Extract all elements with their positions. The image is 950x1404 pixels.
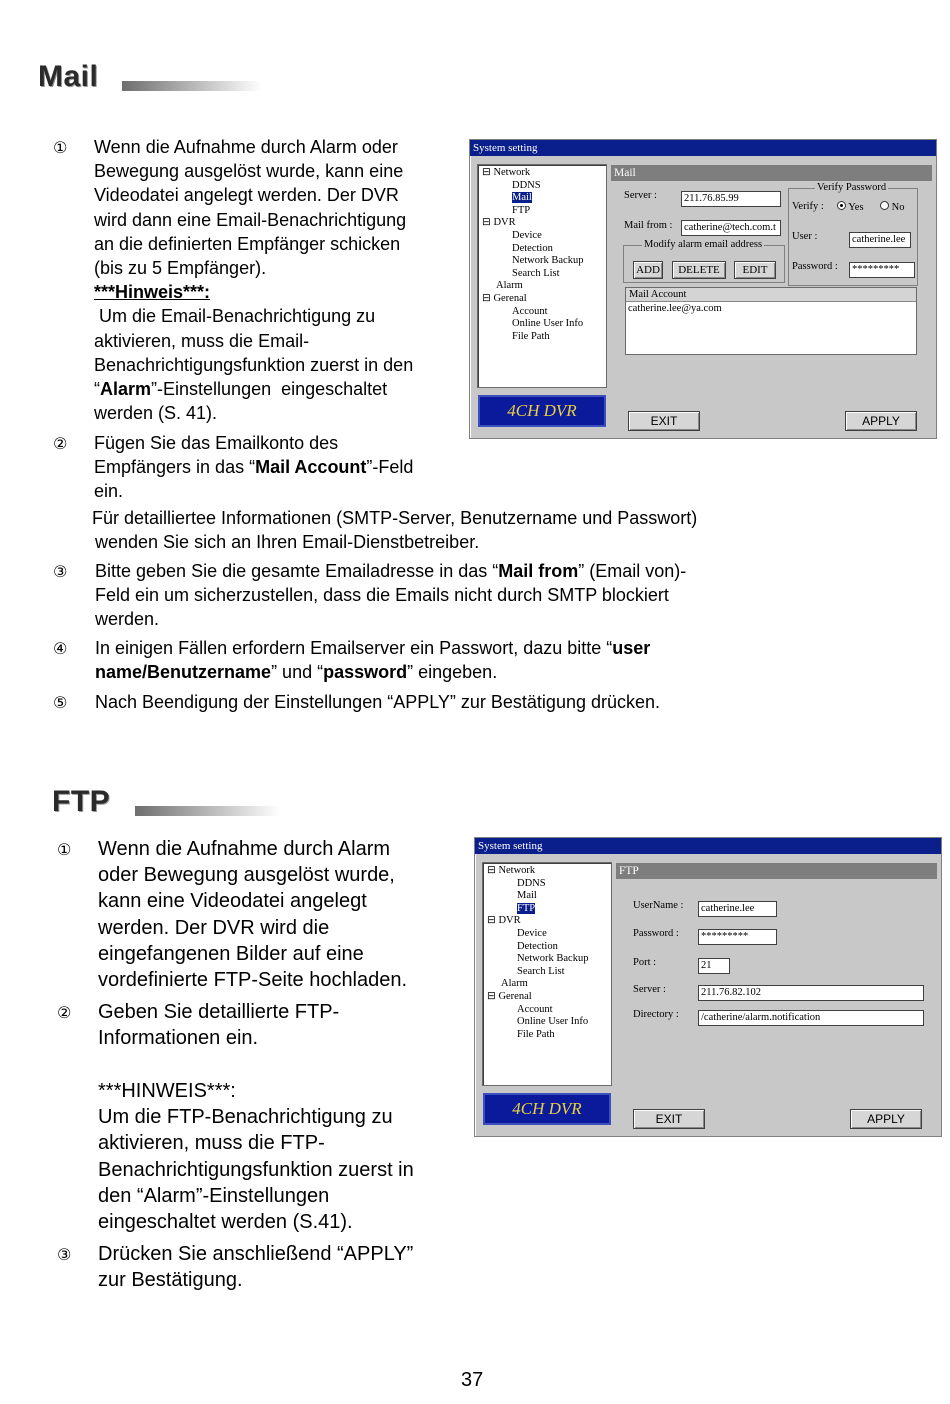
mail-account-entry[interactable]: catherine.lee@ya.com [628, 303, 722, 314]
mail-item-4-text: In einigen Fällen erfordern Emailserver ein Passwort, dazu bitte “ [95, 638, 613, 658]
ftp-marker-3: ③ [57, 1245, 72, 1264]
window-title: System setting [475, 838, 941, 854]
ftp-note-line: Benachrichtigungsfunktion zuerst in [98, 1158, 414, 1181]
quote-mark: “ [94, 379, 100, 400]
ftp-note-label: ***HINWEIS***: [98, 1080, 236, 1102]
mail-item-3-line: Feld ein um sicherzustellen, dass die Emails nicht durch SMTP blockiert [95, 585, 669, 606]
exit-button[interactable]: EXIT [628, 411, 700, 431]
ftp-item-2-line: Geben Sie detaillierte FTP- [98, 1001, 340, 1023]
ftp-note-line: den “Alarm”-Einstellungen [98, 1184, 330, 1207]
ftp-item-1 [98, 836, 468, 993]
ftp-marker-2: ② [57, 1003, 72, 1022]
radio-unselected-icon [880, 201, 889, 210]
server-label: Server : [624, 190, 657, 201]
mail-from-label: Mail from : [624, 220, 673, 231]
tree-node-ddns[interactable]: DDNS [512, 179, 541, 191]
delete-button[interactable]: DELETE [672, 261, 726, 279]
mail-note-line: aktivieren, muss die Email- [94, 330, 310, 351]
ftp-item-2 [98, 999, 468, 1051]
tree-node-ftp[interactable]: FTP [512, 204, 531, 216]
ftp-settings-window [474, 837, 942, 1137]
port-label: Port : [633, 957, 657, 968]
tree-node-general[interactable]: ⊟ Gerenal [487, 990, 532, 1002]
mail-item-2 [94, 431, 464, 504]
radio-selected-icon [837, 201, 846, 210]
ftp-heading: FTP [52, 785, 111, 818]
directory-field[interactable]: /catherine/alarm.notification [698, 1010, 924, 1026]
mail-item-2-line: Fügen Sie das Emailkonto des [94, 433, 339, 453]
tree-node-network[interactable]: ⊟ Network [487, 865, 536, 876]
tree-node-search-list[interactable]: Search List [517, 965, 565, 977]
mail-note-line: Benachrichtigungsfunktion zuerst in den [94, 354, 414, 375]
ftp-item-2-line: Informationen ein. [98, 1027, 259, 1050]
ftp-item-3-line: zur Bestätigung. [98, 1269, 243, 1292]
mail-settings-window [469, 139, 937, 439]
modify-address-legend: Modify alarm email address [644, 239, 763, 250]
ftp-item-3 [98, 1241, 468, 1293]
mail-account-list[interactable] [625, 287, 917, 355]
tree-node-online-user-info[interactable]: Online User Info [512, 318, 584, 330]
mail-item-2-extra-line: wenden Sie sich an Ihren Email-Dienstbetreiber. [95, 532, 480, 553]
port-field[interactable]: 21 [698, 958, 730, 974]
ftp-item-1-line: vordefinierte FTP-Seite hochladen. [98, 969, 408, 992]
alarm-term: Alarm [100, 379, 152, 400]
password-term: password [323, 662, 408, 683]
tree-node-network-backup[interactable]: Network Backup [512, 255, 584, 267]
directory-label: Directory : [633, 1009, 679, 1020]
mail-item-5: Nach Beendigung der Einstellungen “APPLY” zur Bestätigung drücken. [95, 692, 661, 712]
tree-node-mail[interactable]: Mail [517, 890, 537, 902]
tree-node-device[interactable]: Device [512, 229, 542, 241]
mail-heading: Mail [38, 60, 99, 93]
ftp-item-1-line: oder Bewegung ausgelöst wurde, [98, 864, 395, 887]
mail-item-4 [95, 636, 815, 684]
mail-item-1-line: wird dann eine Email-Benachrichtigung [94, 209, 407, 230]
tree-node-dvr[interactable]: ⊟ DVR [487, 915, 521, 927]
tree-node-mail-label: Mail [512, 192, 532, 204]
window-title: System setting [470, 140, 936, 156]
mail-marker-4: ④ [53, 639, 68, 658]
mail-item-3-text: ” (Email von)- [578, 561, 687, 581]
ftp-note [98, 1078, 468, 1235]
username-label: UserName : [633, 900, 684, 911]
mail-item-2-line: ein. [94, 481, 124, 502]
tree-node-mail[interactable] [482, 192, 610, 205]
mail-marker-5: ⑤ [53, 693, 68, 712]
ftp-item-1-line: eingefangenen Bilder auf eine [98, 942, 364, 965]
verify-yes-radio[interactable] [837, 201, 864, 213]
tree-node-dvr[interactable]: ⊟ DVR [482, 217, 516, 229]
mail-item-1-line: Wenn die Aufnahme durch Alarm oder [94, 137, 398, 157]
dvr-logo: 4CH DVR [478, 395, 606, 427]
tree-node-alarm[interactable]: Alarm [496, 280, 523, 292]
tree-node-alarm[interactable]: Alarm [501, 978, 528, 990]
password-label: Password : [792, 261, 838, 272]
mail-marker-2: ② [53, 434, 68, 453]
tree-node-network-backup[interactable]: Network Backup [517, 953, 589, 965]
apply-button[interactable]: APPLY [850, 1109, 922, 1129]
verify-password-legend: Verify Password [817, 182, 887, 193]
tree-node-file-path[interactable]: File Path [512, 330, 550, 342]
password-field[interactable]: ********* [849, 262, 915, 278]
settings-tree [477, 164, 607, 388]
username-term: name/Benutzername [95, 662, 272, 683]
ftp-item-1-line: kann eine Videodatei angelegt [98, 890, 367, 913]
mail-account-header: Mail Account [626, 288, 916, 302]
user-label: User : [792, 231, 818, 242]
mail-note-label: ***Hinweis***: [94, 282, 211, 303]
mail-item-2-text: Empfängers in das “ [94, 457, 256, 478]
tree-node-ftp[interactable] [487, 903, 615, 916]
mail-from-term: Mail from [498, 561, 579, 581]
verify-no-radio[interactable] [880, 201, 904, 213]
tree-node-ftp-label: FTP [517, 902, 536, 914]
tree-node-detection[interactable]: Detection [512, 242, 553, 254]
mail-from-field[interactable]: catherine@tech.com.t [681, 220, 781, 236]
mail-item-2-extra [92, 506, 812, 554]
mail-note-line: ”-Einstellungen eingeschaltet [151, 379, 388, 400]
mail-item-3-text: Bitte geben Sie die gesamte Emailadresse in das “ [95, 561, 499, 581]
mail-note-line: Um die Email-Benachrichtigung zu [94, 306, 376, 327]
mail-panel-title: Mail [611, 165, 932, 181]
verify-no-label: No [891, 202, 905, 213]
ftp-password-field[interactable]: ********* [698, 929, 777, 945]
mail-item-4-text: ” und “ [271, 662, 324, 683]
verify-yes-label: Yes [848, 202, 864, 213]
ftp-server-field[interactable]: 211.76.82.102 [698, 985, 924, 1001]
tree-node-online-user-info[interactable]: Online User Info [517, 1016, 589, 1028]
edit-button[interactable]: EDIT [734, 261, 776, 279]
mail-marker-1: ① [53, 138, 68, 157]
mail-item-4-text: ” eingeben. [407, 662, 498, 683]
mail-marker-3: ③ [53, 562, 68, 581]
mail-item-2-extra-line: Für detailliertee Informationen (SMTP-Server, Benutzername und Passwort) [92, 508, 698, 528]
mail-item-1-line: Bewegung ausgelöst wurde, kann eine [94, 161, 404, 182]
verify-label: Verify : [792, 201, 824, 212]
ftp-heading-bar [135, 806, 280, 816]
user-field[interactable]: catherine.lee [849, 232, 911, 248]
tree-node-search-list[interactable]: Search List [512, 267, 560, 279]
mail-item-3-line: werden. [95, 609, 160, 630]
dvr-logo: 4CH DVR [483, 1093, 611, 1125]
mail-note-line: werden (S. 41). [94, 403, 218, 424]
mail-item-3 [95, 559, 815, 632]
tree-node-account[interactable]: Account [517, 1003, 553, 1015]
settings-tree [482, 862, 612, 1086]
tree-node-general[interactable]: ⊟ Gerenal [482, 292, 527, 304]
tree-node-file-path[interactable]: File Path [517, 1028, 555, 1040]
ftp-marker-1: ① [57, 840, 72, 859]
tree-node-account[interactable]: Account [512, 305, 548, 317]
exit-button[interactable]: EXIT [633, 1109, 705, 1129]
ftp-item-1-line: Wenn die Aufnahme durch Alarm [98, 838, 391, 860]
ftp-note-line: eingeschaltet werden (S.41). [98, 1211, 353, 1234]
page-number: 37 [461, 1369, 484, 1391]
ftp-password-label: Password : [633, 928, 679, 939]
mail-heading-bar [122, 81, 262, 91]
apply-button[interactable]: APPLY [845, 411, 917, 431]
mail-item-1-line: Videodatei angelegt werden. Der DVR [94, 185, 399, 206]
mail-item-1-line: (bis zu 5 Empfänger). [94, 258, 267, 279]
ftp-server-label: Server : [633, 984, 666, 995]
ftp-note-line: Um die FTP-Benachrichtigung zu [98, 1106, 393, 1129]
tree-node-detection[interactable]: Detection [517, 940, 558, 952]
add-button[interactable]: ADD [633, 261, 663, 279]
server-field[interactable]: 211.76.85.99 [681, 191, 781, 207]
user-term: user [612, 638, 651, 658]
tree-node-network[interactable]: ⊟ Network [482, 167, 531, 178]
ftp-note-line: aktivieren, muss die FTP- [98, 1132, 325, 1155]
tree-node-ddns[interactable]: DDNS [517, 877, 546, 889]
ftp-item-3-line: Drücken Sie anschließend “APPLY” [98, 1243, 414, 1265]
ftp-item-1-line: werden. Der DVR wird die [98, 916, 330, 939]
mail-account-term: Mail Account [255, 457, 367, 478]
username-field[interactable]: catherine.lee [698, 901, 777, 917]
tree-node-device[interactable]: Device [517, 927, 547, 939]
ftp-panel-title: FTP [616, 863, 937, 879]
mail-item-1 [94, 135, 464, 425]
mail-item-1-line: an die definierten Empfänger schicken [94, 233, 401, 254]
mail-item-2-text: ”-Feld [366, 457, 414, 478]
